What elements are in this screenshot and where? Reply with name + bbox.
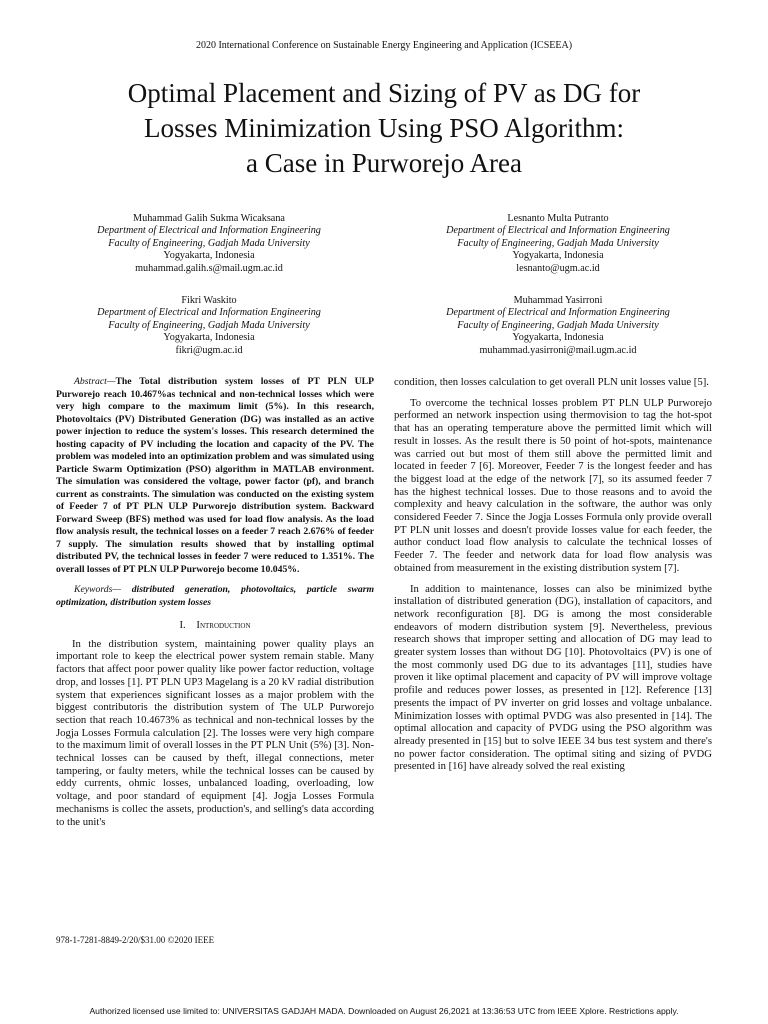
author-block xyxy=(388,213,728,275)
author-name: Muhammad Galih Sukma Wicaksana xyxy=(133,213,285,224)
author-department: Department of Electrical and Information Engineering xyxy=(446,307,670,319)
title-line: Losses Minimization Using PSO Algorithm: xyxy=(143,113,625,143)
author-block xyxy=(388,295,728,357)
body-paragraph: In addition to maintenance, losses can also be minimized bythe installation of distributed generation (DG), installation of capacitors, and network reconfiguration [8]. DG is among the most considerable endeavors of modern distribution system [9]. Nevertheless, previous research shows that improper setting and allocation of DG may lead to greater system losses than without DG [10]. Photovoltaics (PV) is one of the most commonly used DG due to its advantages [11], studies have proven it like optimal placement and capacity of PV will improve voltage profile and reduces power losses, as presented in [12]. Reference [13] presents the impact of PV inverter on grid losses and voltage unbalance. Minimization losses with optimal PVDG was also presented in [14]. The optimal allocation and capacity of PVDG using the PSO algorithm was already presented in [15] but to solve IEEE 34 bus test system and there's no power factor consideration. The optimal siting and sizing of PVDG presented in [16] have already solved the real existing xyxy=(394,582,712,773)
author-location: Yogyakarta, Indonesia xyxy=(163,332,255,344)
author-department: Department of Electrical and Information Engineering xyxy=(97,225,321,237)
author-email: fikri@ugm.ac.id xyxy=(175,344,243,356)
author-faculty: Faculty of Engineering, Gadjah Mada University xyxy=(108,319,310,331)
author-faculty: Faculty of Engineering, Gadjah Mada University xyxy=(108,237,310,249)
author-email: lesnanto@ugm.ac.id xyxy=(516,262,600,274)
section-heading xyxy=(56,619,374,632)
author-department: Department of Electrical and Information Engineering xyxy=(446,225,670,237)
abstract xyxy=(56,376,374,576)
author-email: muhammad.yasirroni@mail.ugm.ac.id xyxy=(479,344,637,356)
keywords-label: Keywords— xyxy=(74,584,122,595)
body-paragraph: To overcome the technical losses problem PT PLN ULP Purworejo performed an network inspection using thermovision to tag the hot-spot that has an operating temperature above the permitted limit which will result in losses. As the result there is 50 point of hot-spots, maintenance was carried out but most of them still above the permitted limit and located in feeder 7 [6]. Moreover, Feeder 7 is the longest feeder and has the biggest load at the edge of the network [7], so its assumed feeder 7 has the highest technical losses. Due to those reasons and to avoid the complexity and heavy calculation in the software, the author was only considered Feeder 7. Since the Jogja Losses Formula only provide overall PT PLN unit losses and doesn't provide losses value for each feeder, the author conduct load flow analysis to calculate the technical losses of Feeder 7. The feeder and network data for load flow analysis was obtained from measurement in the existing distribution system [7]. xyxy=(394,396,712,574)
author-block xyxy=(39,213,379,275)
author-name: Lesnanto Multa Putranto xyxy=(507,213,609,224)
conference-header: 2020 International Conference on Sustainable Energy Engineering and Application (ICSEEA) xyxy=(195,40,573,51)
author-faculty: Faculty of Engineering, Gadjah Mada University xyxy=(457,319,659,331)
abstract-text: The Total distribution system losses of PT PLN ULP Purworejo reach 10.467%as technical and non-technical losses which were very high compare to the maximum limit (5%). In this research, Photovoltaics (PV) Distributed Generation (DG) was installed as an active power injection to reduce the system's losses. This research determined the hosting capacity of PV including the location and capacity of the PV. The problem was modeled into an optimization problem and was simulated using Particle Swarm Optimization (PSO) algorithm in MATLAB environment. The simulation was considered the voltage, power factor (pf), and branch current as constraints. The simulation was conducted on the existing system of Feeder 7 of PT PLN ULP Purworejo distribution system. Backward Forward Sweep (BFS) method was used for load flow analysis. As the load flow analysis result, the technical losses on a feeder 7 reach 2.676% of feeder 7 supply. The simulation results showed that by installing optimal distributed PV, the technical losses in feeder 7 were reduced to 1.351%. The overall losses of PT PLN ULP Purworejo become 10.045%. xyxy=(56,376,374,575)
author-faculty: Faculty of Engineering, Gadjah Mada University xyxy=(457,237,659,249)
left-column xyxy=(56,376,374,828)
right-column xyxy=(394,376,712,773)
section-number: I. xyxy=(179,619,186,631)
author-department: Department of Electrical and Information Engineering xyxy=(97,307,321,319)
body-paragraph: In the distribution system, maintaining power quality plays an important role to keep the electrical power system remain stable. Many factors that affect poor power quality like power factor reduction, voltage drop, and losses [1]. PT PLN UP3 Magelang is a 20 kV radial distribution system that experiences significant losses as a major problem with the biggest contributoris the distribution system of The ULP Purworejo section that reach 10.4673% as technical and non-technical losses by the Jogja Losses Formula calculation [2]. The losses were very high compare to the maximum limit of overall losses in the PT PLN Unit (5%) [3]. Non-technical losses can be caused by theft, illegal connections, meter tampering, or faulty meters, while the technical losses can be caused by eddy currents, ohmic losses, unbalanced loading, overloading, low voltage, and poor standard of equipment [4]. Jogja Losses Formula mechanisms is collec the assets, production's, and selling's data according to the unit's xyxy=(56,637,374,828)
keywords-text: distributed generation, photovoltaics, particle swarm optimization, distribution system losses xyxy=(56,584,375,608)
author-location: Yogyakarta, Indonesia xyxy=(163,250,255,262)
license-notice: Authorized licensed use limited to: UNIVERSITAS GADJAH MADA. Downloaded on August 26,2021 at 13:36:53 UTC from IEEE Xplore. Restrictions apply. xyxy=(89,1006,679,1016)
title-line: a Case in Purworejo Area xyxy=(246,148,522,178)
keywords xyxy=(56,584,374,609)
author-location: Yogyakarta, Indonesia xyxy=(512,250,604,262)
author-block xyxy=(39,295,379,357)
author-location: Yogyakarta, Indonesia xyxy=(512,332,604,344)
copyright-notice: 978-1-7281-8849-2/20/$31.00 ©2020 IEEE xyxy=(56,935,215,945)
body-paragraph: condition, then losses calculation to get overall PLN unit losses value [5]. xyxy=(394,376,709,388)
abstract-label: Abstract— xyxy=(74,376,116,387)
author-name: Fikri Waskito xyxy=(181,295,237,306)
title-line: Optimal Placement and Sizing of PV as DG for xyxy=(127,78,641,108)
author-email: muhammad.galih.s@mail.ugm.ac.id xyxy=(135,262,283,274)
section-title: Introduction xyxy=(196,619,251,631)
author-name: Muhammad Yasirroni xyxy=(513,295,603,306)
paper-title xyxy=(40,76,728,181)
